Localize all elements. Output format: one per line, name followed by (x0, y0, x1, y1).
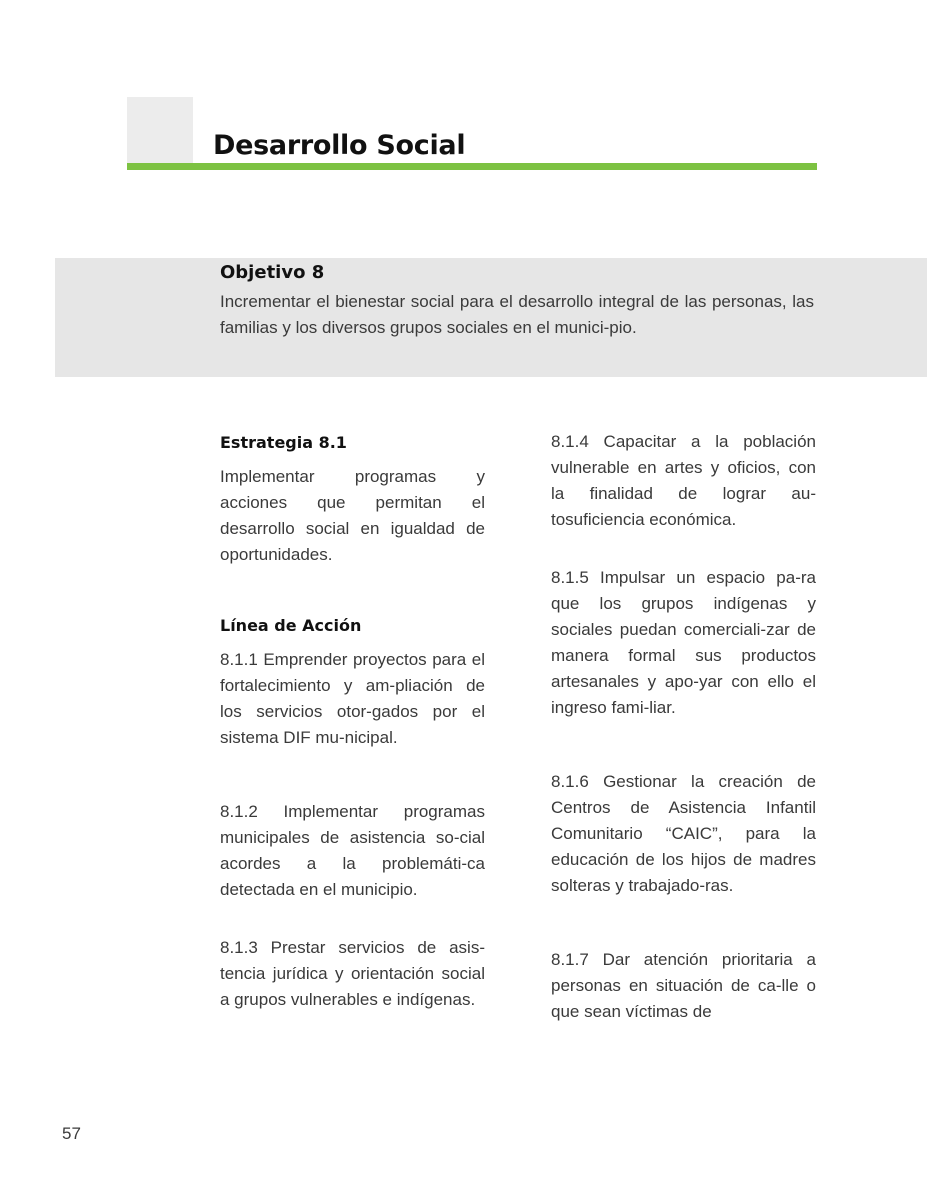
action-item-8-1-5: 8.1.5 Impulsar un espacio pa-ra que los grupos indígenas y sociales puedan comerciali-zar de manera formal sus productos artesanales y apo-yar con ello el ingreso fami-liar. (551, 568, 816, 717)
section-title: Desarrollo Social (213, 130, 466, 161)
strategy-heading: Estrategia 8.1 (220, 433, 347, 452)
action-item-8-1-6: 8.1.6 Gestionar la creación de Centros de Asistencia Infantil Comunitario “CAIC”, para la educación de los hijos de madres solteras y trabajado-ras. (551, 772, 816, 895)
action-item-8-1-2: 8.1.2 Implementar programas municipales de asistencia so-cial acordes a la problemáti-ca detectada en el municipio. (220, 802, 485, 899)
objective-text: Incrementar el bienestar social para el desarrollo integral de las personas, las familias y los diversos grupos sociales en el munici-pio. (220, 292, 814, 337)
objective-heading: Objetivo 8 (220, 262, 325, 283)
action-item-8-1-7: 8.1.7 Dar atención prioritaria a personas en situación de ca-lle o que sean víctimas de (551, 950, 816, 1021)
left-column (220, 430, 485, 1013)
action-item-8-1-4: 8.1.4 Capacitar a la población vulnerable en artes y oficios, con la finalidad de lograr au-tosuficiencia económica. (551, 432, 816, 529)
action-item-8-1-1: 8.1.1 Emprender proyectos para el fortalecimiento y am-pliación de los servicios otor-gados por el sistema DIF mu-nicipal. (220, 650, 485, 747)
page-number: 57 (62, 1124, 81, 1143)
header-decorative-square (127, 97, 193, 163)
strategy-text: Implementar programas y acciones que permitan el desarrollo social en igualdad de oportunidades. (220, 467, 485, 564)
right-column (551, 429, 816, 1025)
action-line-heading: Línea de Acción (220, 616, 362, 635)
action-item-8-1-3: 8.1.3 Prestar servicios de asis-tencia jurídica y orientación social a grupos vulnerables e indígenas. (220, 938, 485, 1009)
title-underline-bar (127, 163, 817, 170)
